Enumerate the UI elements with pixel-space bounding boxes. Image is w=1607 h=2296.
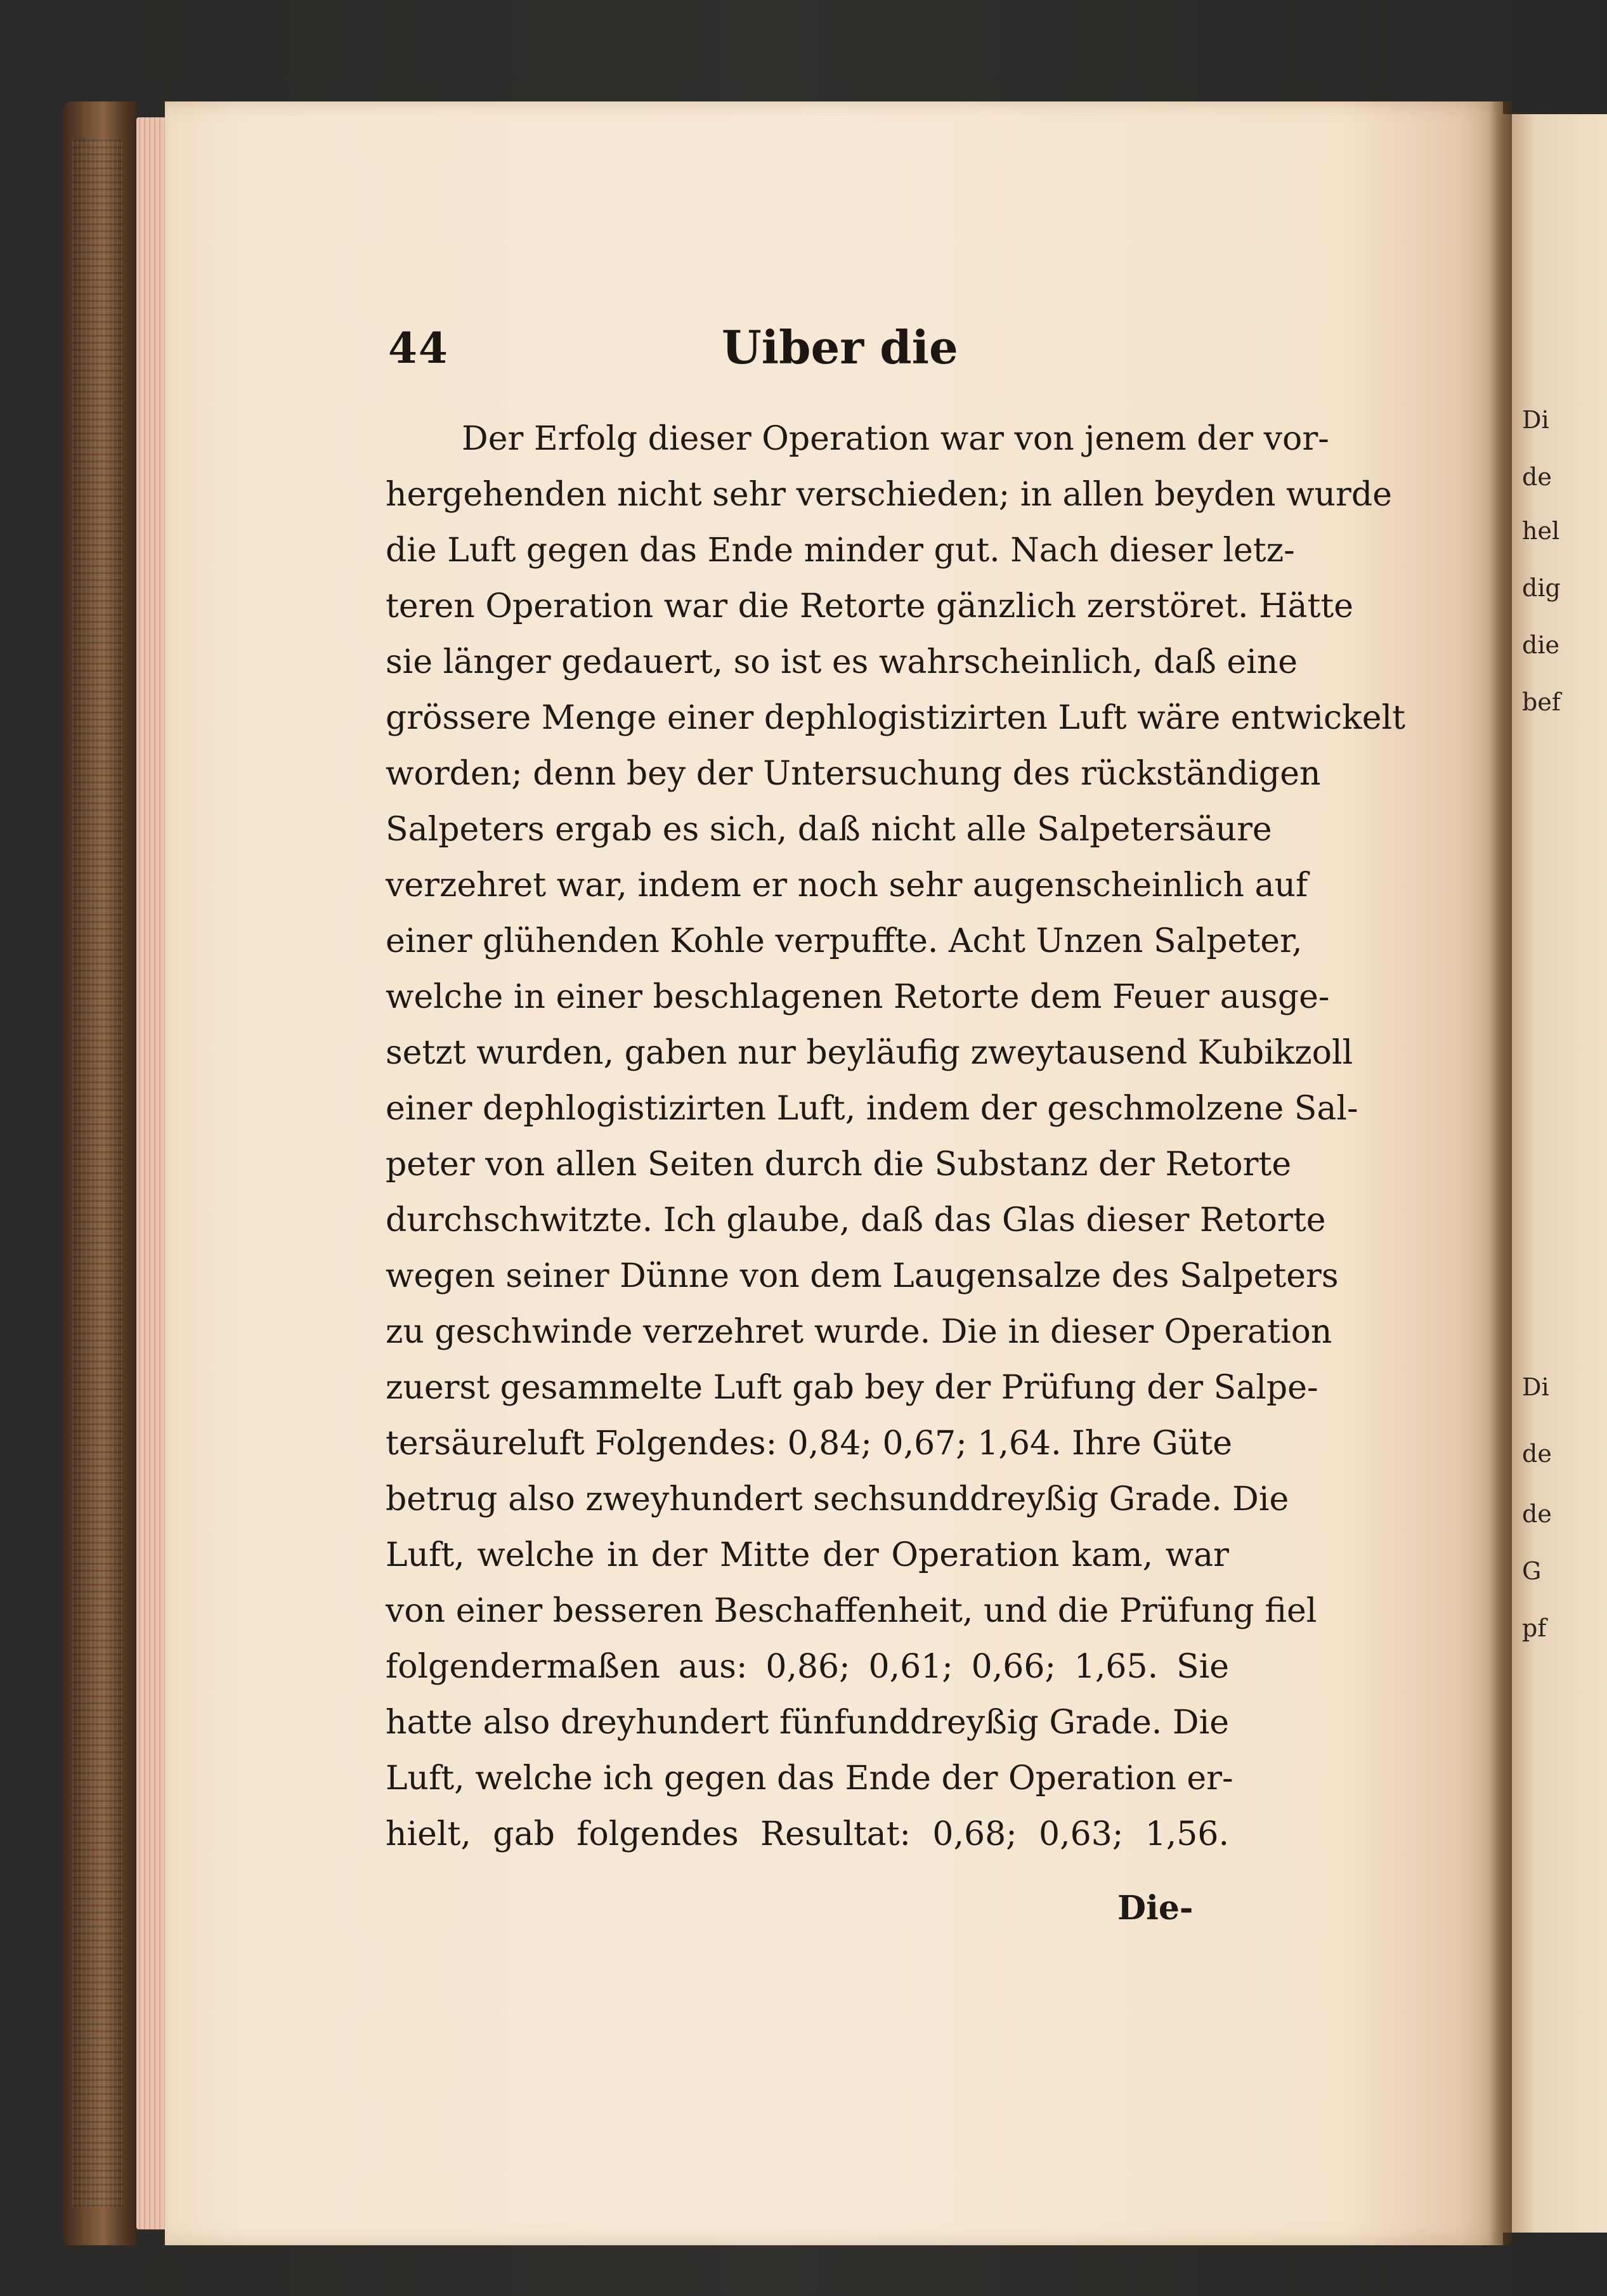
facing-page-fragment: de [1522, 1440, 1552, 1468]
catchword: Die- [1117, 1889, 1194, 1927]
text-line: einer glühenden Kohle verpuffte. Acht Unzen Salpeter, [386, 922, 1303, 960]
text-line: grössere Menge einer dephlogistizirten Luft wäre entwickelt [386, 699, 1405, 737]
text-line: verzehret war, indem er noch sehr augenscheinlich auf [386, 866, 1308, 904]
facing-page-fragment: de [1522, 463, 1552, 491]
book-cover-edge [63, 101, 136, 2245]
facing-page [1503, 114, 1607, 2233]
facing-page-fragment: die [1522, 631, 1559, 659]
facing-page-fragment: G [1522, 1557, 1542, 1585]
text-line: hielt, gab folgendes Resultat: 0,68; 0,63; 1,56. [386, 1815, 1229, 1853]
facing-page-fragment: de [1522, 1500, 1552, 1528]
facing-page-fragment: Di [1522, 1373, 1549, 1401]
text-line: zu geschwinde verzehret wurde. Die in dieser Operation [386, 1313, 1332, 1351]
text-line: hatte also dreyhundert fünfunddreyßig Grade. Die [386, 1704, 1229, 1742]
text-line: von einer besseren Beschaffenheit, und die Prüfung fiel [386, 1592, 1317, 1630]
text-line: wegen seiner Dünne von dem Laugensalze des Salpeters [386, 1257, 1339, 1295]
text-line: Luft, welche ich gegen das Ende der Operation er- [386, 1759, 1233, 1797]
text-line: Der Erfolg dieser Operation war von jenem der vor- [462, 420, 1329, 458]
facing-page-fragment: dig [1522, 574, 1561, 602]
text-line: setzt wurden, gaben nur beyläufig zweytausend Kubikzoll [386, 1034, 1353, 1072]
marbled-cover-texture [72, 140, 123, 2207]
text-line: durchschwitzte. Ich glaube, daß das Glas dieser Retorte [386, 1201, 1326, 1239]
text-line: betrug also zweyhundert sechsunddreyßig Grade. Die [386, 1480, 1289, 1518]
page-stack-edges [136, 117, 168, 2229]
text-line: die Luft gegen das Ende minder gut. Nach dieser letz- [386, 532, 1295, 570]
text-line: folgendermaßen aus: 0,86; 0,61; 0,66; 1,65. Sie [386, 1648, 1229, 1686]
text-line: sie länger gedauert, so ist es wahrscheinlich, daß eine [386, 643, 1298, 681]
text-line: peter von allen Seiten durch die Substanz der Retorte [386, 1145, 1292, 1184]
text-line: teren Operation war die Retorte gänzlich zerstöret. Hätte [386, 587, 1354, 625]
facing-page-fragment: bef [1522, 688, 1561, 716]
running-head: Uiber die [722, 320, 958, 374]
text-line: worden; denn bey der Untersuchung des rückständigen [386, 755, 1321, 793]
text-line: welche in einer beschlagenen Retorte dem Feuer ausge- [386, 978, 1330, 1016]
text-line: zuerst gesammelte Luft gab bey der Prüfung der Salpe- [386, 1369, 1318, 1407]
facing-page-fragment: hel [1522, 517, 1560, 545]
facing-page-fragment: Di [1522, 406, 1549, 434]
text-line: einer dephlogistizirten Luft, indem der geschmolzene Sal- [386, 1090, 1358, 1128]
text-line: Salpeters ergab es sich, daß nicht alle Salpetersäure [386, 811, 1272, 849]
text-line: hergehenden nicht sehr verschieden; in allen beyden wurde [386, 476, 1392, 514]
book-gutter [1489, 101, 1512, 2245]
text-line: Luft, welche in der Mitte der Operation kam, war [386, 1536, 1229, 1574]
facing-page-fragment: pf [1522, 1614, 1547, 1642]
page-number: 44 [388, 323, 449, 373]
text-line: tersäureluft Folgendes: 0,84; 0,67; 1,64. Ihre Güte [386, 1425, 1233, 1463]
